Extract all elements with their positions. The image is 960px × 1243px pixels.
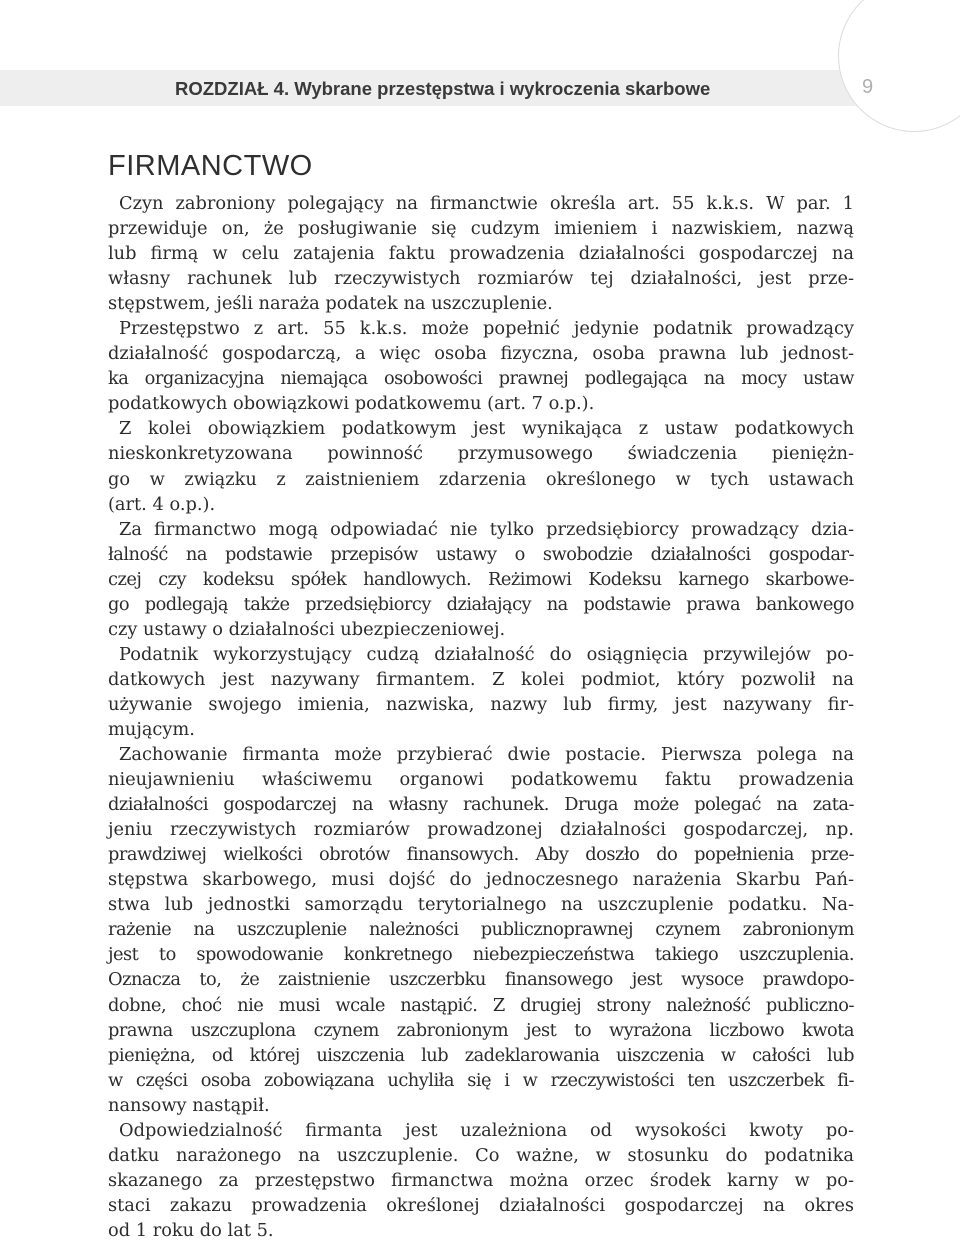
text-line: stępstwa skarbowego, musi dojść do jednoczesnego narażenia Skarbu Pań- (108, 869, 854, 891)
text-line: skazanego za przestępstwo firmanctwa można orzec środek karny w po- (108, 1169, 854, 1191)
body-text (108, 191, 854, 1243)
text-line: jeniu rzeczywistych rozmiarów prowadzonej działalności gospodarczej, np. (108, 819, 854, 841)
text-line: łalność na podstawie przepisów ustawy o swobodzie działalności gospodar- (108, 543, 854, 565)
page-number: 9 (862, 76, 874, 98)
text-line: (art. 4 o.p.). (108, 493, 216, 515)
text-line: działalności gospodarczej na własny rachunek. Druga może polegać na zata- (108, 794, 854, 816)
text-line: lub firmą w celu zatajenia faktu prowadzenia działalności gospodarczej na (108, 243, 854, 265)
text-line: stępstwem, jeśli naraża podatek na uszczuplenie. (108, 293, 553, 315)
text-line: Czyn zabroniony polegający na firmanctwie określa art. 55 k.k.s. W par. 1 (119, 193, 854, 214)
text-line: czy ustawy o działalności ubezpieczeniowej. (108, 618, 506, 640)
text-line: używanie swojego imienia, nazwiska, nazwy lub firmy, jest nazywany fir- (108, 693, 854, 715)
text-line: nieskonkretyzowana powinność przymusowego świadczenia pieniężn- (108, 443, 854, 465)
text-line: nieujawnieniu właściwemu organowi podatkowemu faktu prowadzenia (108, 769, 854, 791)
text-line: go podlegają także przedsiębiorcy działający na podstawie prawa bankowego (108, 593, 854, 615)
text-line: nansowy nastąpił. (108, 1094, 270, 1116)
text-line: Przestępstwo z art. 55 k.k.s. może popełnić jedynie podatnik prowadzący (119, 318, 854, 340)
text-line: Oznacza to, że zaistnienie uszczerbku finansowego jest wysoce prawdopo- (108, 969, 854, 991)
text-line: podatkowych obowiązkowi podatkowemu (art. 7 o.p.). (108, 393, 595, 415)
text-line: jest to spowodowanie konkretnego niebezpieczeństwa takiego uszczuplenia. (108, 944, 854, 966)
text-line: dobne, choć nie musi wcale nastąpić. Z drugiej strony należność publiczno- (108, 994, 854, 1016)
text-line: od 1 roku do lat 5. (108, 1219, 274, 1241)
text-line: mującym. (108, 718, 195, 740)
text-line: prawdziwej wielkości obrotów finansowych. Aby doszło do popełnienia prze- (108, 844, 854, 866)
text-line: Z kolei obowiązkiem podatkowym jest wynikająca z ustaw podatkowych (119, 418, 854, 440)
text-line: staci zakazu prowadzenia określonej działalności gospodarczej na okres (108, 1194, 854, 1216)
text-line: datku narażonego na uszczuplenie. Co ważne, w stosunku do podatnika (108, 1144, 854, 1166)
text-line: działalność gospodarczą, a więc osoba fizyczna, osoba prawna lub jednost- (108, 343, 854, 365)
text-line: datkowych jest nazywany firmantem. Z kolei podmiot, który pozwolił na (108, 668, 854, 690)
text-line: ka organizacyjna niemająca osobowości prawnej podlegająca na mocy ustaw (108, 368, 854, 390)
text-line: prawna uszczuplona czynem zabronionym jest to wyrażona liczbowo kwota (108, 1019, 854, 1041)
text-line: Zachowanie firmanta może przybierać dwie postacie. Pierwsza polega na (119, 744, 854, 766)
text-line: Za firmanctwo mogą odpowiadać nie tylko przedsiębiorcy prowadzący dzia- (119, 518, 854, 540)
text-line: rażenie na uszczuplenie należności publicznoprawnej czynem zabronionym (108, 919, 854, 941)
text-line: go w związku z zaistnieniem zdarzenia określonego w tych ustawach (108, 468, 854, 490)
chapter-title: ROZDZIAŁ 4. Wybrane przestępstwa i wykroczenia skarbowe (175, 78, 711, 99)
page-number-circle (838, 0, 960, 132)
section-heading: FIRMANCTWO (108, 150, 313, 182)
text-line: czej czy kodeksu spółek handlowych. Reżimowi Kodeksu karnego skarbowe- (108, 568, 854, 590)
text-line: Podatnik wykorzystujący cudzą działalność do osiągnięcia przywilejów po- (119, 643, 854, 665)
text-line: Odpowiedzialność firmanta jest uzależniona od wysokości kwoty po- (119, 1119, 854, 1141)
text-line: własny rachunek lub rzeczywistych rozmiarów tej działalności, jest prze- (108, 268, 854, 290)
text-line: pieniężna, od której uiszczenia lub zadeklarowania uiszczenia w całości lub (108, 1044, 854, 1066)
text-line: stwa lub jednostki samorządu terytorialnego na uszczuplenie podatku. Na- (108, 894, 854, 916)
text-line: w części osoba zobowiązana uchyliła się i w rzeczywistości ten uszczerbek fi- (108, 1069, 854, 1091)
text-line: przewiduje on, że posługiwanie się cudzym imieniem i nazwiskiem, nazwą (108, 218, 854, 240)
